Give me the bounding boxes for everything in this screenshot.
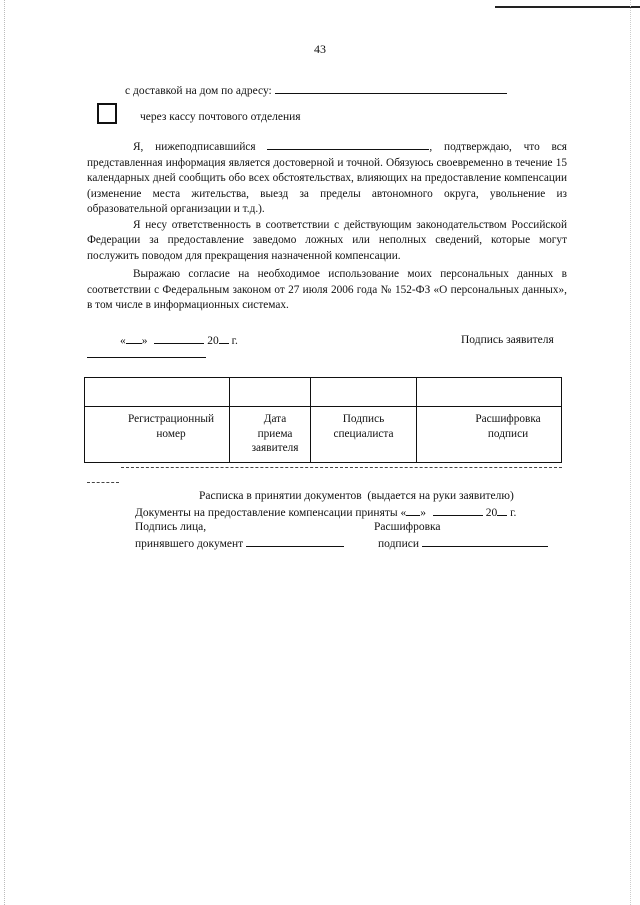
table-row [85, 407, 562, 463]
header-specialist-signature [311, 407, 417, 463]
declaration-paragraph-1 [87, 139, 567, 218]
header-text: Расшифровка подписи [475, 413, 541, 440]
blank-cell[interactable] [85, 378, 230, 407]
top-edge-line [495, 6, 640, 8]
applicant-signature-label: Подпись заявителя [461, 334, 554, 346]
declaration-continuation: , подтверждаю, что вся представленная информация является достоверной и точной. Обязуюсь своевременно в течение 15 календарных дней сообщить обо всех обстоятельствах, влияющих на предоставление компенсации (изменение места жительства, выезд за пределы автономного округа, увольнение из образовательной организации и т.д.). [87, 141, 568, 215]
receiver-signature-label-2: принявшего документ [135, 538, 244, 550]
decode-label-2: подписи [378, 538, 419, 550]
decode-field[interactable] [422, 536, 548, 547]
header-registration-number [85, 407, 230, 463]
cut-line [121, 467, 562, 468]
header-receipt-date [230, 407, 311, 463]
applicant-name-field[interactable] [267, 139, 429, 150]
date-open-quote: « [120, 335, 126, 347]
scan-left-edge [4, 0, 5, 905]
year-suffix: г. [231, 335, 238, 347]
decode-row [378, 536, 548, 552]
receipt-year-prefix: 20 [485, 507, 498, 519]
receipt-month-field[interactable] [433, 505, 483, 516]
header-text: Регистрационный номер [127, 413, 215, 440]
year-prefix: 20 [207, 335, 219, 347]
receipt-close-quote: » [420, 507, 426, 519]
cash-option-checkbox[interactable] [97, 103, 117, 124]
receipt-year-suffix: г. [510, 507, 517, 519]
address-field[interactable] [275, 83, 507, 94]
scan-right-edge [630, 0, 631, 905]
registration-table [84, 377, 562, 463]
date-close-quote: » [141, 335, 148, 347]
delivery-option-label: с доставкой на дом по адресу: [125, 85, 272, 97]
page-number: 43 [314, 42, 326, 56]
declaration-start: Я, нижеподписавшийся [133, 141, 256, 153]
receiver-signature-row [135, 536, 344, 552]
year-field[interactable] [219, 333, 229, 344]
receiver-signature-field[interactable] [246, 536, 344, 547]
month-field[interactable] [154, 333, 204, 344]
receipt-title-row [199, 489, 514, 504]
receipt-documents-line [135, 505, 516, 521]
blank-cell[interactable] [311, 378, 417, 407]
receipt-year-field[interactable] [497, 505, 507, 516]
header-text: Подпись специалиста [333, 413, 394, 440]
declaration-paragraph-3: Выражаю согласие на необходимое использование моих персональных данных в соответствии с Федеральным законом от 27 июля 2006 года № 152-ФЗ «О персональных данных», в том числе в информационных системах. [87, 268, 567, 311]
header-signature-decode [417, 407, 562, 463]
day-field[interactable] [126, 333, 142, 344]
declaration-paragraph-2: Я несу ответственность в соответствии с действующим законодательством Российской Федерации за предоставление заведомо ложных или неполных сведений, которые могут послужить поводом для прекращения назначенной компенсации. [87, 218, 567, 262]
receipt-title: Расписка в принятии документов [199, 490, 362, 502]
delivery-option [125, 83, 507, 99]
date-line [120, 333, 238, 349]
receipt-day-field[interactable] [406, 505, 420, 516]
applicant-signature-line[interactable] [87, 357, 206, 358]
blank-cell[interactable] [417, 378, 562, 407]
documents-accepted-label: Документы на предоставление компенсации приняты « [135, 507, 407, 519]
receiver-signature-label-1: Подпись лица, [135, 521, 207, 533]
table-row [85, 378, 562, 407]
header-text: Дата приема заявителя [251, 413, 299, 454]
blank-cell[interactable] [230, 378, 311, 407]
declaration [87, 139, 567, 314]
decode-label-1: Расшифровка [374, 521, 441, 533]
receipt-title-note: (выдается на руки заявителю) [367, 490, 514, 502]
cash-option-label: через кассу почтового отделения [140, 111, 301, 123]
cut-line-tail [87, 482, 119, 483]
